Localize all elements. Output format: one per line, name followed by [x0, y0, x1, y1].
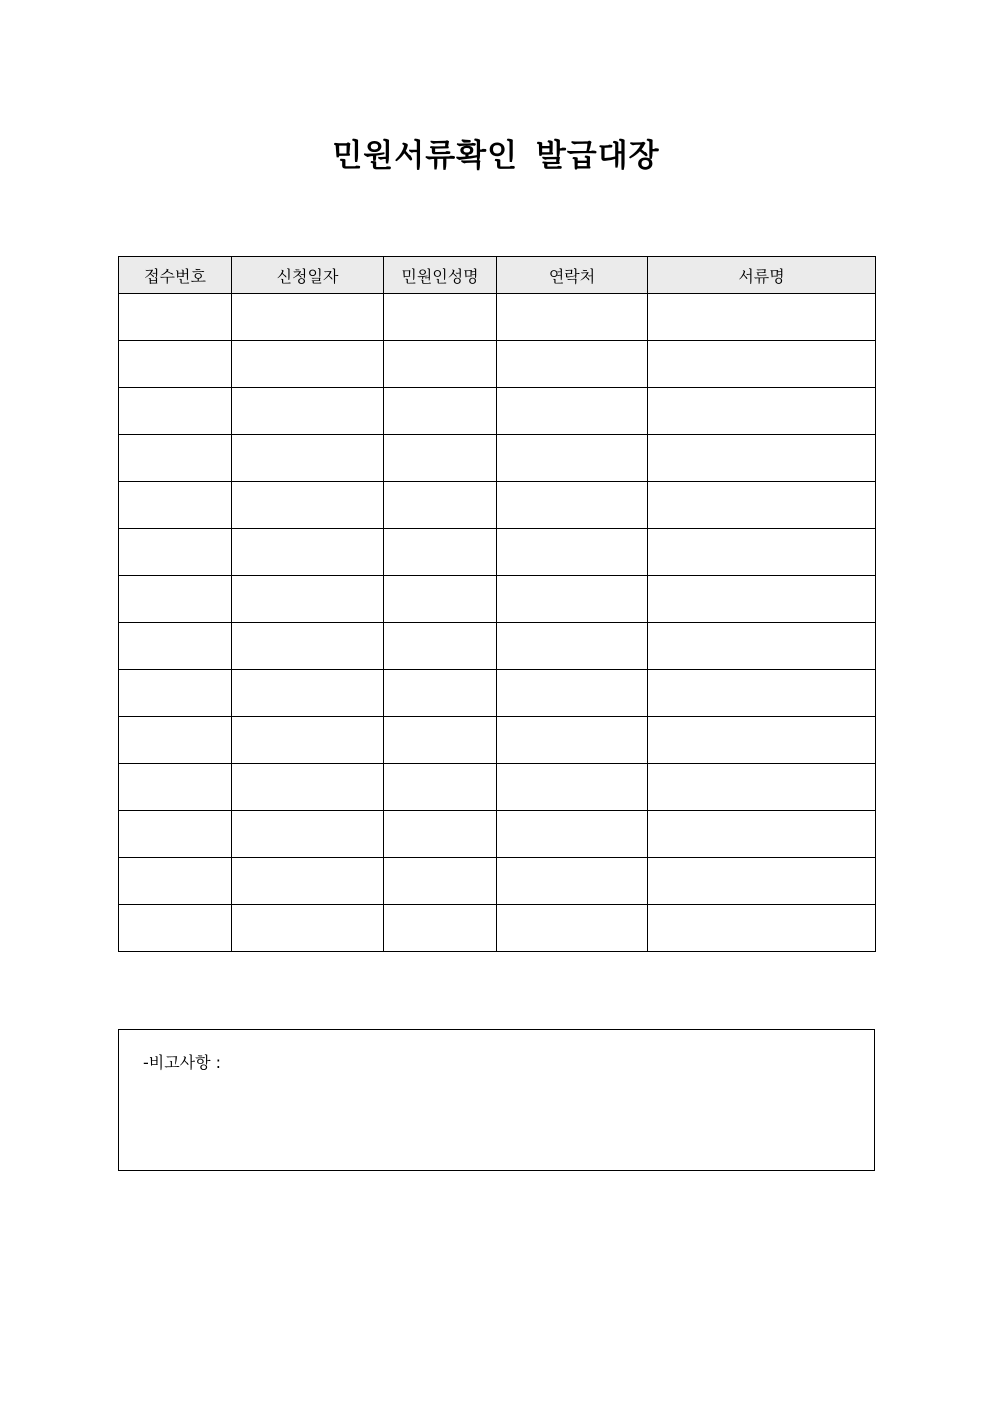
cell-receipt-number	[119, 341, 232, 388]
table-row	[119, 529, 876, 576]
cell-application-date	[232, 482, 384, 529]
cell-document-name	[648, 670, 876, 717]
cell-document-name	[648, 764, 876, 811]
cell-applicant-name	[384, 576, 497, 623]
table-header-row	[119, 257, 876, 294]
cell-contact	[497, 294, 648, 341]
cell-applicant-name	[384, 858, 497, 905]
cell-contact	[497, 905, 648, 952]
cell-application-date	[232, 529, 384, 576]
cell-application-date	[232, 811, 384, 858]
cell-receipt-number	[119, 388, 232, 435]
cell-contact	[497, 670, 648, 717]
cell-receipt-number	[119, 435, 232, 482]
cell-document-name	[648, 529, 876, 576]
cell-contact	[497, 858, 648, 905]
cell-applicant-name	[384, 905, 497, 952]
remarks-box	[118, 1029, 875, 1171]
cell-receipt-number	[119, 482, 232, 529]
cell-applicant-name	[384, 482, 497, 529]
cell-contact	[497, 764, 648, 811]
cell-applicant-name	[384, 811, 497, 858]
cell-document-name	[648, 811, 876, 858]
table-row	[119, 576, 876, 623]
cell-receipt-number	[119, 529, 232, 576]
cell-contact	[497, 482, 648, 529]
cell-applicant-name	[384, 388, 497, 435]
header-receipt-number: 접수번호	[119, 257, 232, 294]
table-row	[119, 717, 876, 764]
cell-application-date	[232, 905, 384, 952]
table-row	[119, 811, 876, 858]
table-row	[119, 482, 876, 529]
cell-application-date	[232, 670, 384, 717]
issuance-ledger-table	[118, 256, 876, 952]
cell-applicant-name	[384, 764, 497, 811]
table-row	[119, 388, 876, 435]
cell-document-name	[648, 858, 876, 905]
cell-receipt-number	[119, 811, 232, 858]
cell-document-name	[648, 341, 876, 388]
cell-document-name	[648, 294, 876, 341]
header-contact: 연락처	[497, 257, 648, 294]
cell-contact	[497, 341, 648, 388]
cell-receipt-number	[119, 623, 232, 670]
cell-application-date	[232, 388, 384, 435]
table-row	[119, 341, 876, 388]
cell-contact	[497, 623, 648, 670]
cell-receipt-number	[119, 670, 232, 717]
cell-application-date	[232, 717, 384, 764]
cell-applicant-name	[384, 670, 497, 717]
cell-applicant-name	[384, 623, 497, 670]
table-row	[119, 623, 876, 670]
header-document-name: 서류명	[648, 257, 876, 294]
table-row	[119, 435, 876, 482]
cell-applicant-name	[384, 529, 497, 576]
cell-document-name	[648, 905, 876, 952]
table-row	[119, 294, 876, 341]
table-row	[119, 764, 876, 811]
cell-document-name	[648, 482, 876, 529]
cell-contact	[497, 529, 648, 576]
cell-document-name	[648, 435, 876, 482]
cell-receipt-number	[119, 858, 232, 905]
cell-receipt-number	[119, 905, 232, 952]
cell-document-name	[648, 576, 876, 623]
cell-applicant-name	[384, 435, 497, 482]
cell-receipt-number	[119, 717, 232, 764]
cell-contact	[497, 576, 648, 623]
cell-contact	[497, 717, 648, 764]
cell-application-date	[232, 858, 384, 905]
cell-receipt-number	[119, 764, 232, 811]
table-row	[119, 858, 876, 905]
cell-contact	[497, 435, 648, 482]
cell-contact	[497, 811, 648, 858]
cell-application-date	[232, 623, 384, 670]
table-row	[119, 670, 876, 717]
table-body	[119, 294, 876, 952]
cell-applicant-name	[384, 717, 497, 764]
cell-application-date	[232, 435, 384, 482]
cell-application-date	[232, 341, 384, 388]
cell-application-date	[232, 576, 384, 623]
cell-application-date	[232, 294, 384, 341]
page-title: 민원서류확인 발급대장	[332, 138, 660, 174]
cell-contact	[497, 388, 648, 435]
cell-document-name	[648, 717, 876, 764]
cell-applicant-name	[384, 341, 497, 388]
cell-document-name	[648, 623, 876, 670]
cell-receipt-number	[119, 294, 232, 341]
cell-document-name	[648, 388, 876, 435]
cell-applicant-name	[384, 294, 497, 341]
header-applicant-name: 민원인성명	[384, 257, 497, 294]
cell-application-date	[232, 764, 384, 811]
header-application-date: 신청일자	[232, 257, 384, 294]
remarks-label: -비고사항 :	[143, 1053, 222, 1072]
cell-receipt-number	[119, 576, 232, 623]
table-row	[119, 905, 876, 952]
